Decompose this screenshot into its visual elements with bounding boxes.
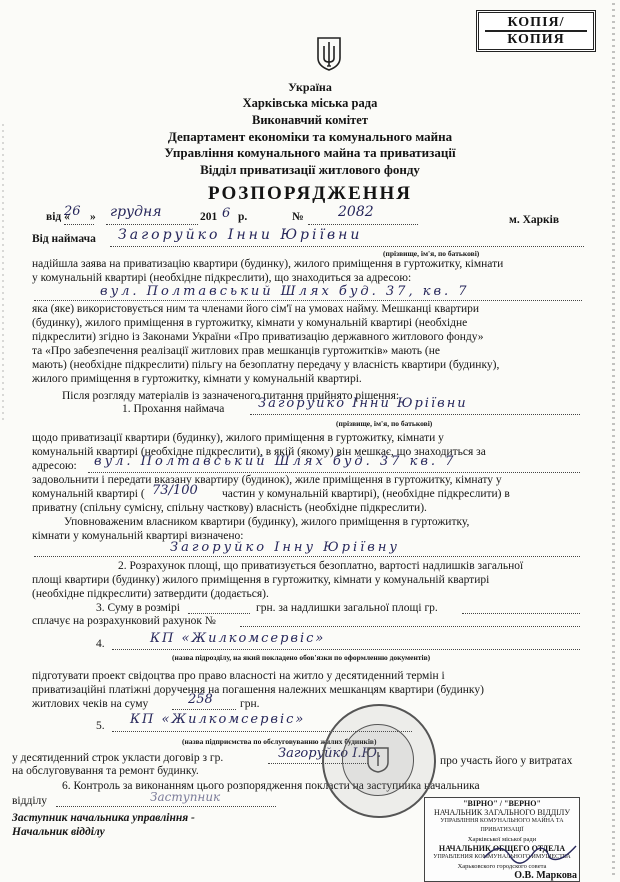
p3-line-2: комунальній квартирі (необхідне підкреслити), в якій (якому) він мешкає, що знаходиться за — [32, 446, 486, 458]
p10-line-1a: у десятиденний строк укласти договір з гр. — [12, 752, 224, 764]
date-year-suffix: р. — [238, 211, 248, 223]
p3-line-5: комунальній квартирі ( — [32, 488, 145, 500]
share-handwritten: 73/100 — [152, 483, 198, 498]
footer-division-head: Начальник відділу — [12, 826, 105, 838]
date-from-label: від « — [46, 211, 70, 223]
p10-line-1b: про участь його у витратах — [440, 755, 573, 767]
p3-line-4: задовольнити і передати вказану квартиру (будинок), жиле приміщення в гуртожитку, кімнату у — [32, 474, 502, 486]
date-year-digit: 6 — [222, 206, 231, 221]
header-city-council: Харківська міська рада — [242, 96, 378, 110]
from-tenant-label: Від наймача — [32, 233, 96, 245]
header-executive-committee: Виконавчий комітет — [252, 113, 368, 127]
seal-emblem-icon — [364, 744, 392, 774]
header-department: Департамент економіки та комунального майна — [167, 129, 453, 144]
p2-line-2: 1. Прохання наймача — [122, 403, 225, 415]
checks-sum-line — [172, 709, 236, 710]
certification-stamp: "ВІРНО" / "ВЕРНО" НАЧАЛЬНИК ЗАГАЛЬНОГО ВІДДІЛУ УПРАВЛІННЯ КОМУНАЛЬНОГО МАЙНА ТА ПРИВАТИЗАЦІЇ Харківської міської ради НАЧАЛЬНИК ОБЩЕГО ОТДЕЛА УПРАВЛЕНИЯ КОММУНАЛЬНОГО ИМУЩЕСТВА Харьковского городского совета О.В. Маркова — [424, 797, 580, 882]
p1-line-5: підкреслити) згідно із Законами України «Про приватизацію державного житлового фонду» — [32, 331, 484, 343]
order-number: 2082 — [338, 204, 374, 220]
p3-line-5b: частин у комунальній квартирі), (необхідне підкреслити) в — [222, 488, 510, 500]
date-day: 26 — [64, 204, 81, 219]
date-quote-close: » — [90, 211, 96, 223]
city-label: м. Харків — [509, 214, 560, 226]
date-month: грудня — [110, 204, 162, 220]
document-title: РОЗПОРЯДЖЕННЯ — [207, 183, 413, 204]
tenant-name: Загоруйко Інни Юріївни — [118, 227, 363, 243]
org-1-line — [112, 649, 580, 650]
header-division: Відділ приватизації житлового фонду — [200, 162, 420, 177]
caption-pib-2: (прізвище, ім'я, по батькові) — [336, 419, 433, 428]
owner-name-line — [34, 556, 580, 557]
citizen-blank-line — [462, 613, 580, 614]
tenant-name-2: Загоруйко Інни Юріївни — [258, 396, 468, 411]
caption-pib: (прізвище, ім'я, по батькові) — [383, 249, 480, 258]
p3-line-6: приватну (спільну сумісну, спільну часткову) власність (необхідне підкреслити). — [32, 502, 427, 514]
p8-line-3a: житлових чеків на суму — [32, 698, 149, 710]
p8-line-2: приватизаційні платіжні доручення на погашення належних мешканцям квартири (будинку) — [32, 684, 484, 696]
footer-deputy-head: Заступник начальника управління - — [12, 812, 195, 824]
p1-line-2: у комунальній квартирі (необхідне підкреслити), що знаходиться за адресою: — [32, 272, 412, 284]
item-5-number: 5. — [96, 720, 105, 732]
p10-line-2: на обслуговування та ремонт будинку. — [12, 765, 199, 777]
p2-line-1: Після розгляду матеріалів із зазначеного питання прийнято рішення: — [62, 390, 400, 402]
p11-line-2: відділу — [12, 795, 48, 807]
org-1-handwritten: КП «Жилкомсервіс» — [150, 631, 326, 646]
coat-of-arms-icon — [316, 36, 342, 72]
caption-org: (назва підрозділу, на який покладено обов'язки по оформленню документів) — [172, 653, 431, 662]
item-4-number: 4. — [96, 638, 105, 650]
address-line — [34, 300, 582, 301]
org-2-handwritten: КП «Жилкомсервіс» — [130, 712, 306, 727]
p1-line-4: (будинку), жилого приміщення в гуртожитку, кімнати у комунальній квартирі (необхідне — [32, 317, 468, 329]
header-country: Україна — [288, 80, 332, 94]
round-seal — [322, 704, 436, 818]
p5-line-3: (необхідне підкреслити) затвердити (додається). — [32, 588, 269, 600]
p6-line-1a: 3. Суму в розмірі — [96, 602, 180, 614]
p5-line-1: 2. Розрахунок площі, що приватизується безоплатно, вартості надлишків загальної — [118, 560, 524, 572]
tenant-name-3-handwritten: Загоруйко І.Ю. — [278, 746, 382, 761]
p3-line-3: адресою: — [32, 460, 77, 472]
header-office: Управління комунального майна та приватизації — [164, 145, 456, 160]
tenant-name-line — [110, 246, 584, 247]
signature-scribble — [480, 838, 580, 868]
deputy-line — [56, 806, 276, 807]
address-2-line — [88, 472, 580, 473]
owner-name-handwritten: Загоруйко Інну Юріївну — [170, 540, 400, 555]
p1-line-1: надійшла заява на приватизацію квартири (будинку), жилого приміщення в гуртожитку, кімнати — [32, 258, 504, 270]
number-label: № — [292, 211, 304, 223]
p4-line-2: кімнати у комунальній квартирі визначено: — [32, 530, 244, 542]
p5-line-2: площі квартири (будинку) жилого приміщення в гуртожитку, кімнати у комунальній квартирі — [32, 574, 490, 586]
tenant-name-2-line — [250, 414, 580, 415]
address-2-handwritten: вул. Полтавський Шлях буд. 37 кв. 7 — [94, 454, 457, 469]
sum-blank-line — [188, 613, 250, 614]
p4-line-1: Уповноваженим власником квартири (будинку), жилого приміщення в гуртожитку, — [64, 516, 470, 528]
p11-line-1: 6. Контроль за виконанням цього розпорядження покласти на заступника начальника — [62, 780, 480, 792]
deputy-handwritten: Заступник — [150, 790, 221, 804]
p8-line-3b: грн. — [240, 698, 260, 710]
date-year-prefix: 201 — [200, 211, 218, 223]
p1-line-6: та «Про забезпечення реалізації житлових прав мешканців гуртожитків» мають (не — [32, 345, 440, 357]
p8-line-1: підготувати проект свідоцтва про право власності на житло у десятиденний термін і — [32, 670, 445, 682]
checks-sum-handwritten: 258 — [188, 692, 213, 707]
address-handwritten: вул. Полтавський Шлях буд. 37, кв. 7 — [100, 284, 470, 299]
p6-line-2: сплачує на розрахунковий рахунок № — [32, 615, 216, 627]
date-day-line — [64, 224, 94, 225]
p1-line-7: мають) (необхідне підкреслити) пільгу на безоплатну передачу у власність квартири (будинку), — [32, 359, 500, 371]
p6-line-1b: грн. за надлишки загальної площі гр. — [256, 602, 438, 614]
p1-line-8: жилого приміщення в гуртожитку, кімнати у комунальній квартирі. — [32, 373, 362, 385]
caption-org-2: (назва підприємства по обслуговуванню жилих будинків) — [182, 737, 377, 746]
copy-stamp: КОПІЯ/ КОПИЯ — [476, 10, 596, 52]
order-number-line — [308, 224, 418, 225]
account-blank-line — [240, 626, 580, 627]
p3-line-1: щодо приватизації квартири (будинку), жилого приміщення в гуртожитку, кімнати у — [32, 432, 444, 444]
p1-line-3: яка (яке) використовується ним та членами його сім'ї на умовах найму. Мешканці квартири — [32, 303, 480, 315]
date-month-line — [106, 224, 198, 225]
